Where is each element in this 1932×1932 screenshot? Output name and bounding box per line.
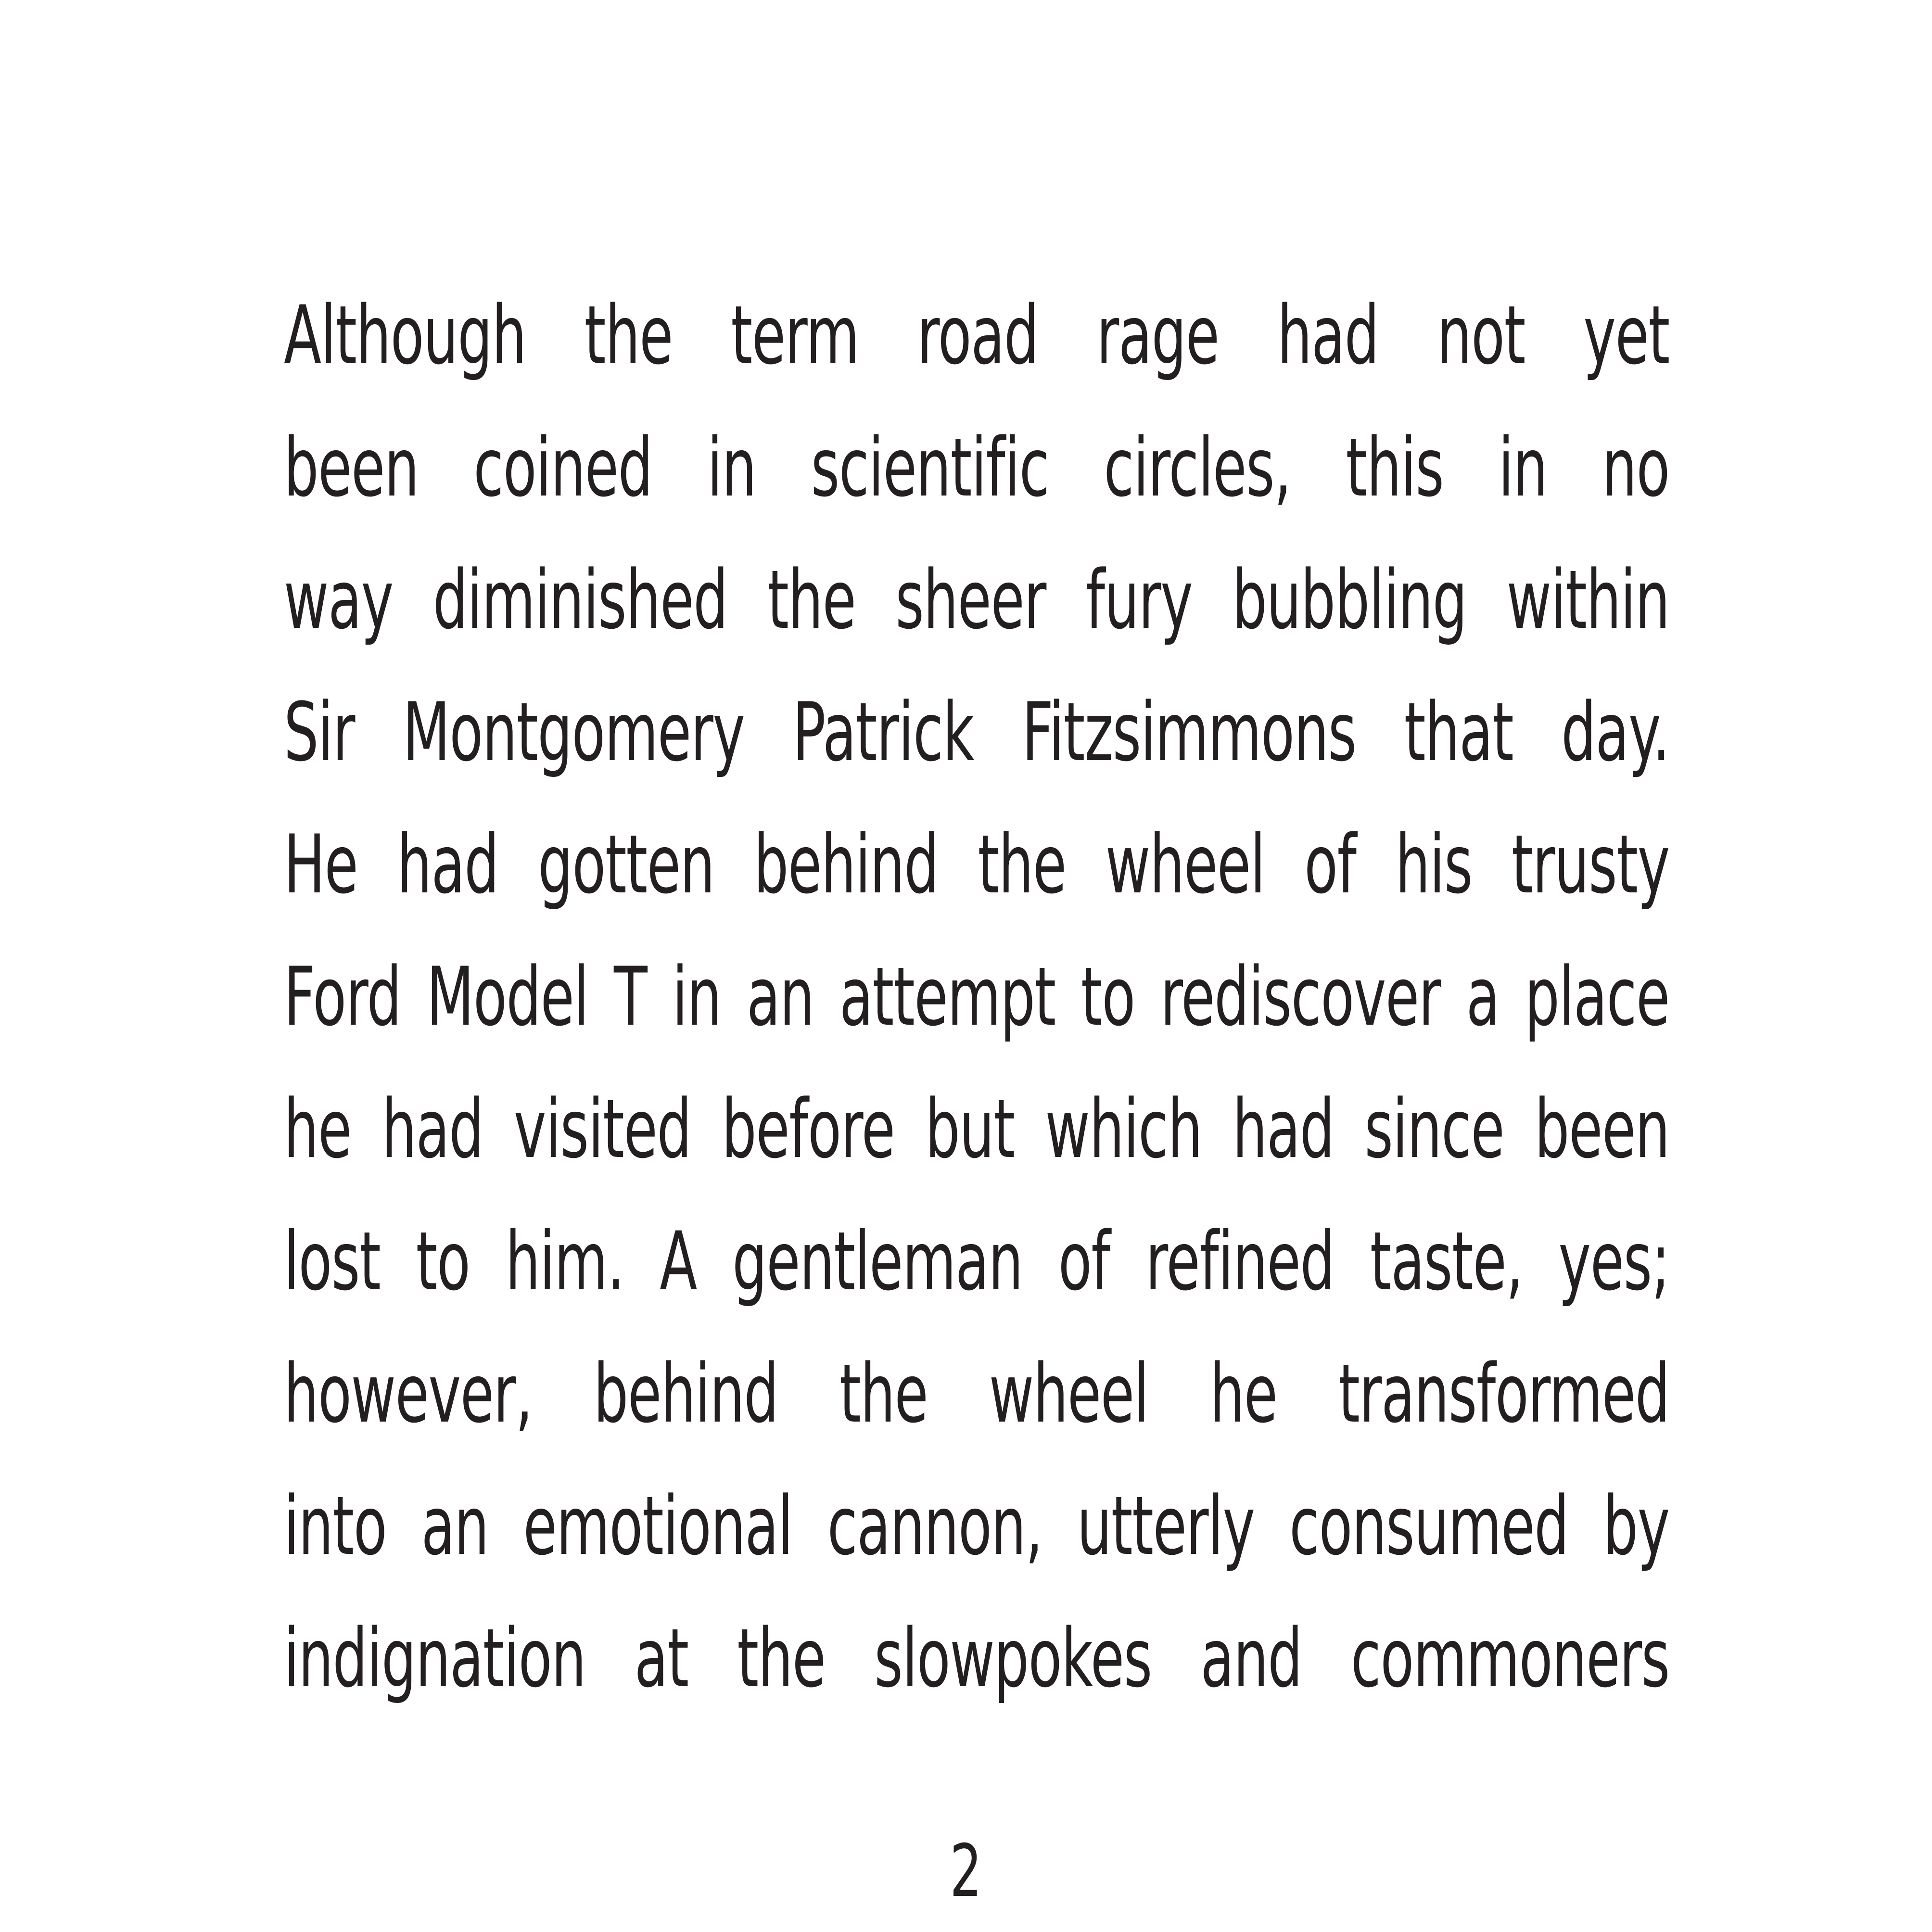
text-line xyxy=(284,402,1669,534)
text-line xyxy=(284,1195,1669,1328)
text-line-content: into an emotional cannon, utterly consumed by xyxy=(284,1479,1670,1573)
text-line xyxy=(284,534,1669,666)
text-line xyxy=(284,269,1669,402)
text-line-content: Ford Model T in an attempt to rediscover a place xyxy=(284,950,1670,1044)
text-line xyxy=(284,666,1669,799)
text-line xyxy=(284,1592,1669,1725)
text-line xyxy=(284,1063,1669,1195)
text-line xyxy=(284,1460,1669,1592)
text-line-content: lost to him. A gentleman of refined taste, yes; xyxy=(284,1214,1670,1309)
text-line-content: Although the term road rage had not yet xyxy=(284,288,1670,382)
text-line-content: he had visited before but which had since been xyxy=(284,1082,1670,1176)
text-line-content: way diminished the sheer fury bubbling within xyxy=(284,553,1670,647)
text-line-content: been coined in scientific circles, this in no xyxy=(284,420,1670,515)
text-line-content: indignation at the slowpokes and commoners xyxy=(284,1611,1670,1705)
text-line-content: He had gotten behind the wheel of his trusty xyxy=(284,817,1670,912)
page-number xyxy=(942,1823,990,1919)
page-number-label: 2 xyxy=(950,1830,982,1913)
text-line xyxy=(284,931,1669,1063)
body-paragraph xyxy=(284,269,1669,1725)
text-line xyxy=(284,799,1669,931)
text-line xyxy=(284,1328,1669,1460)
text-line-content: Sir Montgomery Patrick Fitzsimmons that day. xyxy=(284,685,1670,779)
text-line-content: however, behind the wheel he transformed xyxy=(284,1347,1670,1441)
